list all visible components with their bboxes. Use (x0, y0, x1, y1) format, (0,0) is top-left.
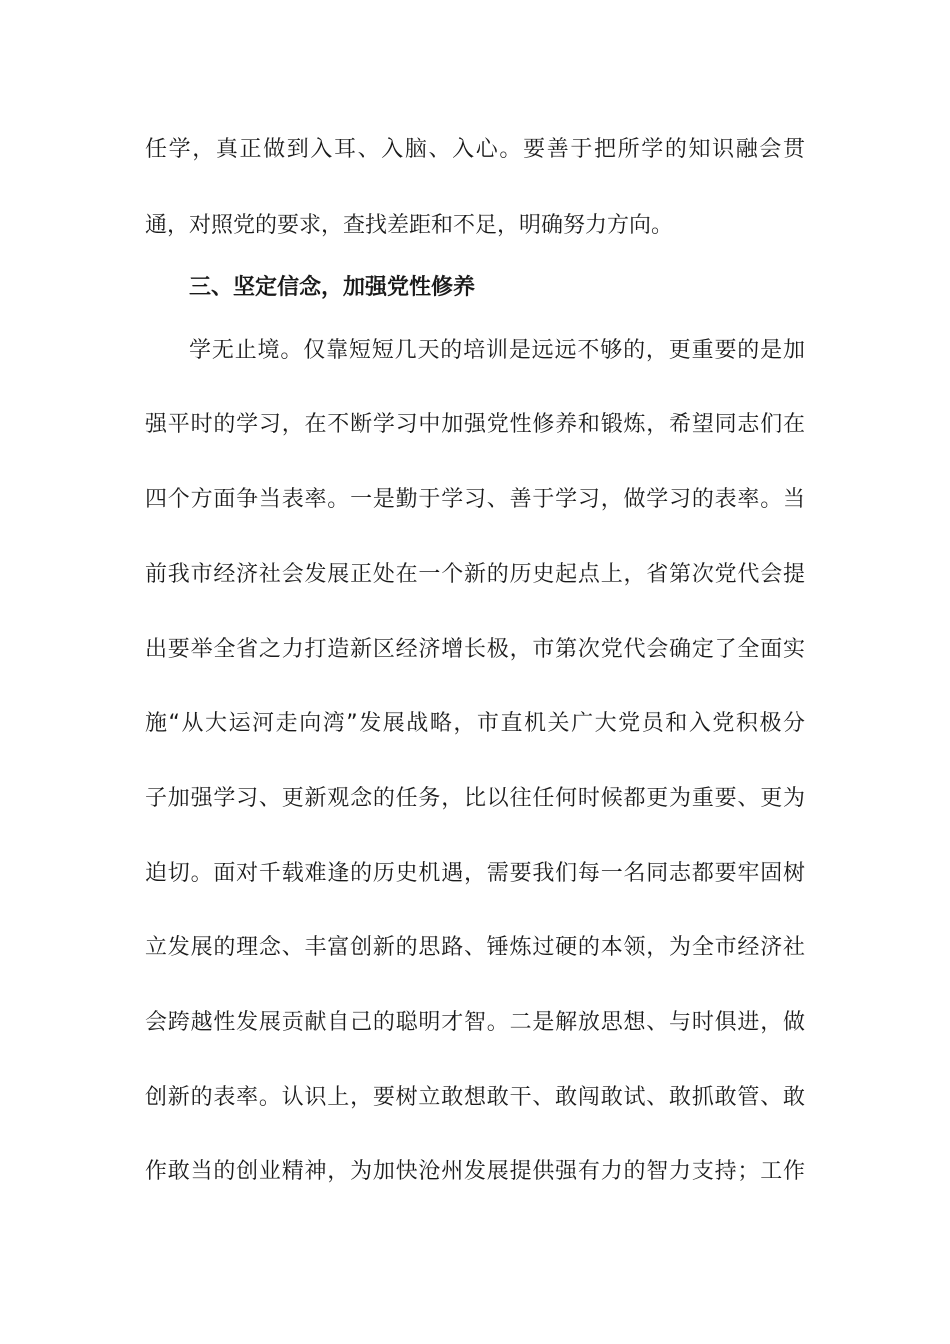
paragraph-line: 学无止境。仅靠短短几天的培训是远远不够的，更重要的是加 (189, 338, 805, 363)
paragraph-line: 创新的表率。认识上，要树立敢想敢干、敢闯敢试、敢抓敢管、敢 (145, 1085, 805, 1110)
paragraph-line: 迫切。面对千载难逢的历史机遇，需要我们每一名同志都要牢固树 (145, 861, 805, 886)
section-heading: 三、坚定信念，加强党性修养 (189, 275, 476, 300)
paragraph-line: 通，对照党的要求，查找差距和不足，明确努力方向。 (145, 213, 674, 238)
paragraph-line: 前我市经济社会发展正处在一个新的历史起点上，省第次党代会提 (145, 562, 805, 587)
paragraph-line: 施“从大运河走向湾”发展战略，市直机关广大党员和入党积极分 (145, 711, 805, 736)
paragraph-line: 强平时的学习，在不断学习中加强党性修养和锻炼，希望同志们在 (145, 412, 805, 437)
paragraph-line: 四个方面争当表率。一是勤于学习、善于学习，做学习的表率。当 (145, 487, 805, 512)
paragraph-line: 出要举全省之力打造新区经济增长极，市第次党代会确定了全面实 (145, 637, 805, 662)
paragraph-line: 作敢当的创业精神，为加快沧州发展提供强有力的智力支持；工作 (145, 1159, 805, 1184)
paragraph-line: 子加强学习、更新观念的任务，比以往任何时候都更为重要、更为 (145, 786, 805, 811)
paragraph-line: 立发展的理念、丰富创新的思路、锤炼过硬的本领，为全市经济社 (145, 935, 805, 960)
paragraph-line: 会跨越性发展贡献自己的聪明才智。二是解放思想、与时俱进，做 (145, 1010, 805, 1035)
paragraph-line: 任学，真正做到入耳、入脑、入心。要善于把所学的知识融会贯 (145, 137, 805, 162)
